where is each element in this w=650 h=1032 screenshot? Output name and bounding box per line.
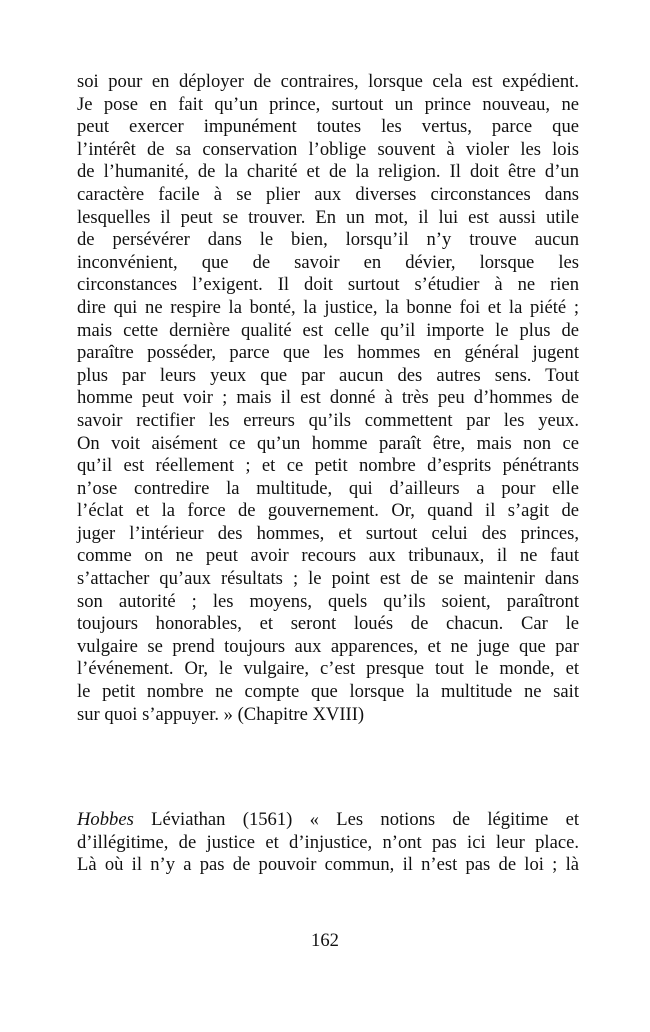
text-fragment: Léviathan (1561) « Les notions de légitime et — [133, 809, 579, 830]
text-line: paraître posséder, parce que les hommes en général jugent — [77, 342, 579, 364]
text-line: savoir rectifier les erreurs qu’ils commettent par les yeux. — [77, 409, 579, 431]
text-line: inconvénient, que de savoir en dévier, lorsque les — [77, 251, 579, 273]
author-name: Hobbes — [77, 809, 134, 830]
text-line: mais cette dernière qualité est celle qu’il importe le plus de — [77, 319, 579, 341]
text-line: le petit nombre ne compte que lorsque la multitude ne sait — [77, 681, 579, 703]
text-line: s’attacher qu’aux résultats ; le point est de se maintenir dans — [77, 568, 579, 590]
text-line: circonstances l’exigent. Il doit surtout s’étudier à ne rien — [77, 274, 579, 296]
text-line: juger l’intérieur des hommes, et surtout celui des princes, — [77, 522, 579, 544]
text-line: Je pose en fait qu’un prince, surtout un prince nouveau, ne — [77, 93, 579, 115]
text-line: Là où il n’y a pas de pouvoir commun, il n’est pas de loi ; là — [77, 854, 579, 876]
text-line: l’intérêt de sa conservation l’oblige souvent à violer les lois — [77, 138, 579, 160]
text-line: de persévérer dans le bien, lorsqu’il n’y trouve aucun — [77, 229, 579, 251]
text-line: plus par leurs yeux que par aucun des autres sens. Tout — [77, 364, 579, 386]
text-line: n’ose contredire la multitude, qui d’ailleurs a pour elle — [77, 477, 579, 499]
text-line: vulgaire se prend toujours aux apparences, et ne juge que par — [77, 635, 579, 657]
text-line: homme peut voir ; mais il est donné à très peu d’hommes de — [77, 387, 579, 409]
text-line: caractère facile à se plier aux diverses circonstances dans — [77, 183, 579, 205]
text-line: d’illégitime, de justice et d’injustice, n’ont pas ici leur place. — [77, 831, 579, 853]
text-line: l’éclat et la force de gouvernement. Or, quand il s’agit de — [77, 500, 579, 522]
text-line — [77, 809, 579, 832]
text-line: On voit aisément ce qu’un homme paraît être, mais non ce — [77, 432, 579, 454]
text-line: peut exercer impunément toutes les vertus, parce que — [77, 116, 579, 138]
text-line: comme on ne peut avoir recours aux tribunaux, il ne faut — [77, 545, 579, 567]
text-line: soi pour en déployer de contraires, lorsque cela est expédient. — [77, 71, 579, 92]
text-line: l’événement. Or, le vulgaire, c’est presque tout le monde, et — [77, 658, 579, 680]
text-line: de l’humanité, de la charité et de la religion. Il doit être d’un — [77, 161, 579, 183]
page-number: 162 — [311, 930, 339, 951]
text-line: dire qui ne respire la bonté, la justice, la bonne foi et la piété ; — [77, 296, 579, 318]
paragraph-machiavelli-quote — [77, 71, 579, 726]
text-line: qu’il est réellement ; et ce petit nombre d’esprits pénétrants — [77, 455, 579, 477]
text-line: toujours honorables, et seront loués de chacun. Car le — [77, 613, 579, 635]
paragraph-hobbes-quote — [77, 809, 579, 877]
text-line: son autorité ; les moyens, quels qu’ils soient, paraîtront — [77, 590, 579, 612]
text-line: sur quoi s’appuyer. » (Chapitre XVIII) — [77, 703, 365, 725]
text-line: lesquelles il peut se trouver. En un mot, il lui est aussi utile — [77, 206, 579, 228]
